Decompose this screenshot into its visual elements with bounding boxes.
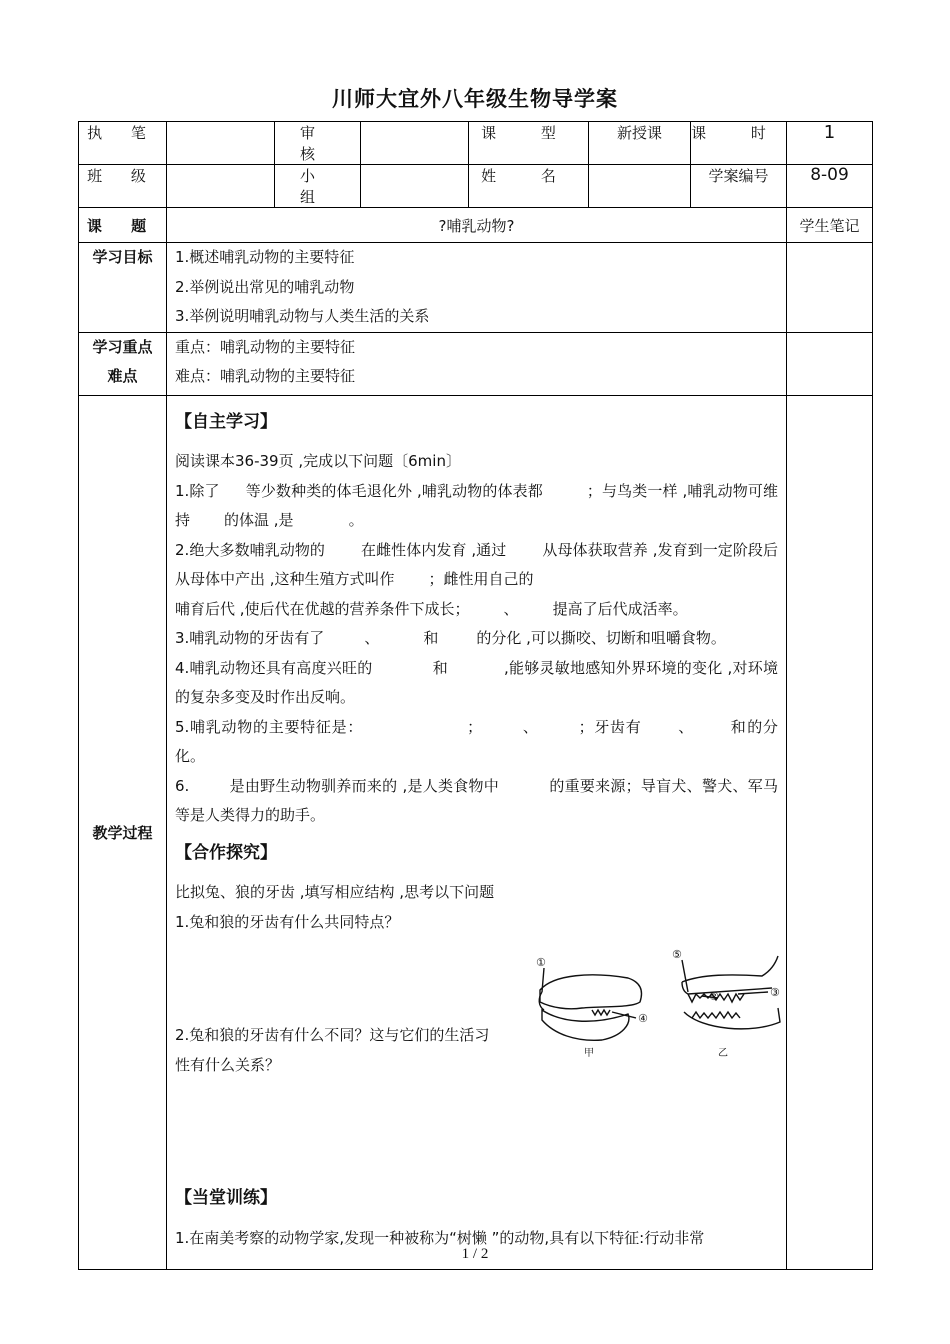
value-reviewer (361, 122, 469, 165)
q6-text-a: 6. (175, 776, 190, 795)
value-lesson-type: 新授课 (589, 122, 691, 165)
question-1 (175, 477, 778, 536)
coop-heading: 【合作探究】 (175, 842, 277, 863)
q2-text-b: 在雌性体内发育 ,通过 (360, 540, 507, 559)
value-plan-number: 8-09 (787, 165, 873, 208)
value-name (589, 165, 691, 208)
q2-text-e: 哺育后代 ,使后代在优越的营养条件下成长； (175, 599, 470, 618)
q3-text-c: 和 (423, 629, 439, 647)
coop-question-1: 1.兔和狼的牙齿有什么共同特点？ (175, 912, 400, 931)
teeth-figure (532, 948, 792, 1068)
q5-text-g: 的分化。 (175, 717, 778, 765)
coop-intro: 比拟兔、狼的牙齿 ,填写相应结构 ,思考以下问题 (175, 883, 495, 901)
q3-text-b: 、 (364, 629, 380, 647)
label-periods: 课 时 (691, 122, 787, 165)
q2-text-f: 、 (503, 599, 519, 618)
difficult-point: 难点：哺乳动物的主要特征 (175, 367, 356, 385)
mark-1: ① (536, 955, 546, 969)
header-row-2 (79, 165, 873, 208)
topic-value: ?哺乳动物? (167, 208, 787, 243)
lesson-table (78, 121, 873, 1270)
mark-4: ④ (638, 1011, 648, 1025)
question-3 (175, 624, 778, 654)
process-content (167, 395, 787, 1269)
q6-text-b: 是由野生动物驯养而来的 ,是人类食物中 (229, 776, 500, 795)
objective-item: 1.概述哺乳动物的主要特征 (175, 248, 355, 266)
caption-rabbit: 甲 (584, 1047, 594, 1059)
q3-text-a: 3.哺乳动物的牙齿有了 (175, 629, 325, 647)
q2-text-a: 2.绝大多数哺乳动物的 (175, 540, 325, 559)
q4-text-a: 4.哺乳动物还具有高度兴旺的 (175, 658, 373, 677)
keypoints-label (79, 332, 167, 395)
q4-text-b: 和 (432, 658, 449, 677)
mark-2: ② (709, 989, 719, 1003)
notes-label: 学生笔记 (787, 208, 873, 243)
mark-3: ③ (770, 985, 780, 999)
q1-text-a: 1.除了 (175, 481, 220, 500)
process-label: 教学过程 (79, 395, 167, 1269)
header-row-1 (79, 122, 873, 165)
page-title: 川师大宜外八年级生物导学案 (332, 87, 618, 111)
q1-text-e: 。 (348, 511, 364, 529)
notes-cell (787, 395, 873, 1269)
label-plan-number: 学案编号 (691, 165, 787, 208)
q2-text-c: 从母体获取营养 ,发育到一定阶段后从母体中产出 ,这种生殖方式叫作 (175, 540, 778, 588)
keypoints-label-2: 难点 (107, 367, 138, 385)
q1-text-d: 的体温 ,是 (224, 511, 294, 529)
caption-wolf: 乙 (718, 1047, 728, 1059)
label-name: 姓 名 (469, 165, 589, 208)
notes-cell (787, 332, 873, 395)
question-5 (175, 713, 778, 772)
keypoints-row (79, 332, 873, 395)
q3-text-d: 的分化 ,可以撕咬、切断和咀嚼食物。 (476, 629, 726, 647)
label-group: 小 组 (275, 165, 361, 208)
question-2-continued (175, 595, 778, 625)
q5-text-b: ； (467, 717, 483, 736)
q1-text-c: ；与鸟类一样 ,哺乳动物可维持 (175, 481, 778, 529)
q5-text-d: ；牙齿有 (578, 717, 642, 736)
mark-5: ⑤ (672, 947, 682, 961)
question-2 (175, 536, 778, 595)
coop-question-2-line-1: 2.兔和狼的牙齿有什么不同？这与它们的生活习 (175, 1026, 490, 1044)
leader-line-1 (542, 968, 544, 992)
keypoints-content (167, 332, 787, 395)
question-4 (175, 654, 778, 713)
label-writer: 执 笔 (79, 122, 167, 165)
practice-question-1: 1.在南美考察的动物学家,发现一种被称为“树懒 ”的动物,具有以下特征:行动非常 (175, 1228, 705, 1247)
wolf-skull-outline (682, 956, 778, 994)
topic-label: 课 题 (79, 208, 167, 243)
objective-item: 2.举例说出常见的哺乳动物 (175, 277, 355, 296)
value-group (361, 165, 469, 208)
label-class: 班 级 (79, 165, 167, 208)
q5-text-e: 、 (677, 717, 694, 736)
rabbit-teeth (592, 1010, 610, 1015)
rabbit-jaw-outline (542, 1010, 629, 1040)
leader-line-3 (738, 992, 768, 994)
objectives-content (167, 243, 787, 333)
q5-text-a: 5.哺乳动物的主要特征是： (175, 717, 364, 736)
objectives-row (79, 243, 873, 333)
label-lesson-type: 课 型 (469, 122, 589, 165)
q1-text-b: 等少数种类的体毛退化外 ,哺乳动物的体表都 (245, 481, 543, 500)
value-class (167, 165, 275, 208)
q5-text-c: 、 (522, 717, 539, 736)
q6-text-c: 的重要来源；导盲犬、警犬、军马等是人类得力的助手。 (175, 776, 778, 824)
self-study-intro: 阅读课本36-39页 ,完成以下问题〔6min〕 (175, 452, 461, 470)
keypoints-label-1: 学习重点 (92, 337, 153, 356)
topic-row (79, 208, 873, 243)
value-writer (167, 122, 275, 165)
q5-text-f: 和 (730, 717, 747, 736)
question-6 (175, 772, 778, 831)
wolf-lower-teeth (692, 1012, 740, 1018)
practice-heading: 【当堂训练】 (175, 1188, 277, 1208)
page-number: 1 / 2 (461, 1246, 489, 1262)
objectives-label: 学习目标 (79, 243, 167, 333)
key-point: 重点：哺乳动物的主要特征 (175, 337, 356, 356)
self-study-heading: 【自主学习】 (175, 411, 277, 432)
process-row (79, 395, 873, 1269)
label-reviewer: 审 核 (275, 122, 361, 165)
rabbit-skull-outline (540, 974, 642, 1008)
notes-cell (787, 243, 873, 333)
objective-item: 3.举例说明哺乳动物与人类生活的关系 (175, 307, 430, 325)
q2-text-d: ；雌性用自己的 (428, 570, 534, 588)
coop-question-2-line-2: 性有什么关系？ (175, 1055, 281, 1074)
q2-text-g: 提高了后代成活率。 (552, 599, 688, 618)
value-periods: 1 (787, 122, 873, 165)
q4-text-c: ,能够灵敏地感知外界环境的变化 ,对环境的复杂多变及时作出反响。 (175, 658, 778, 706)
